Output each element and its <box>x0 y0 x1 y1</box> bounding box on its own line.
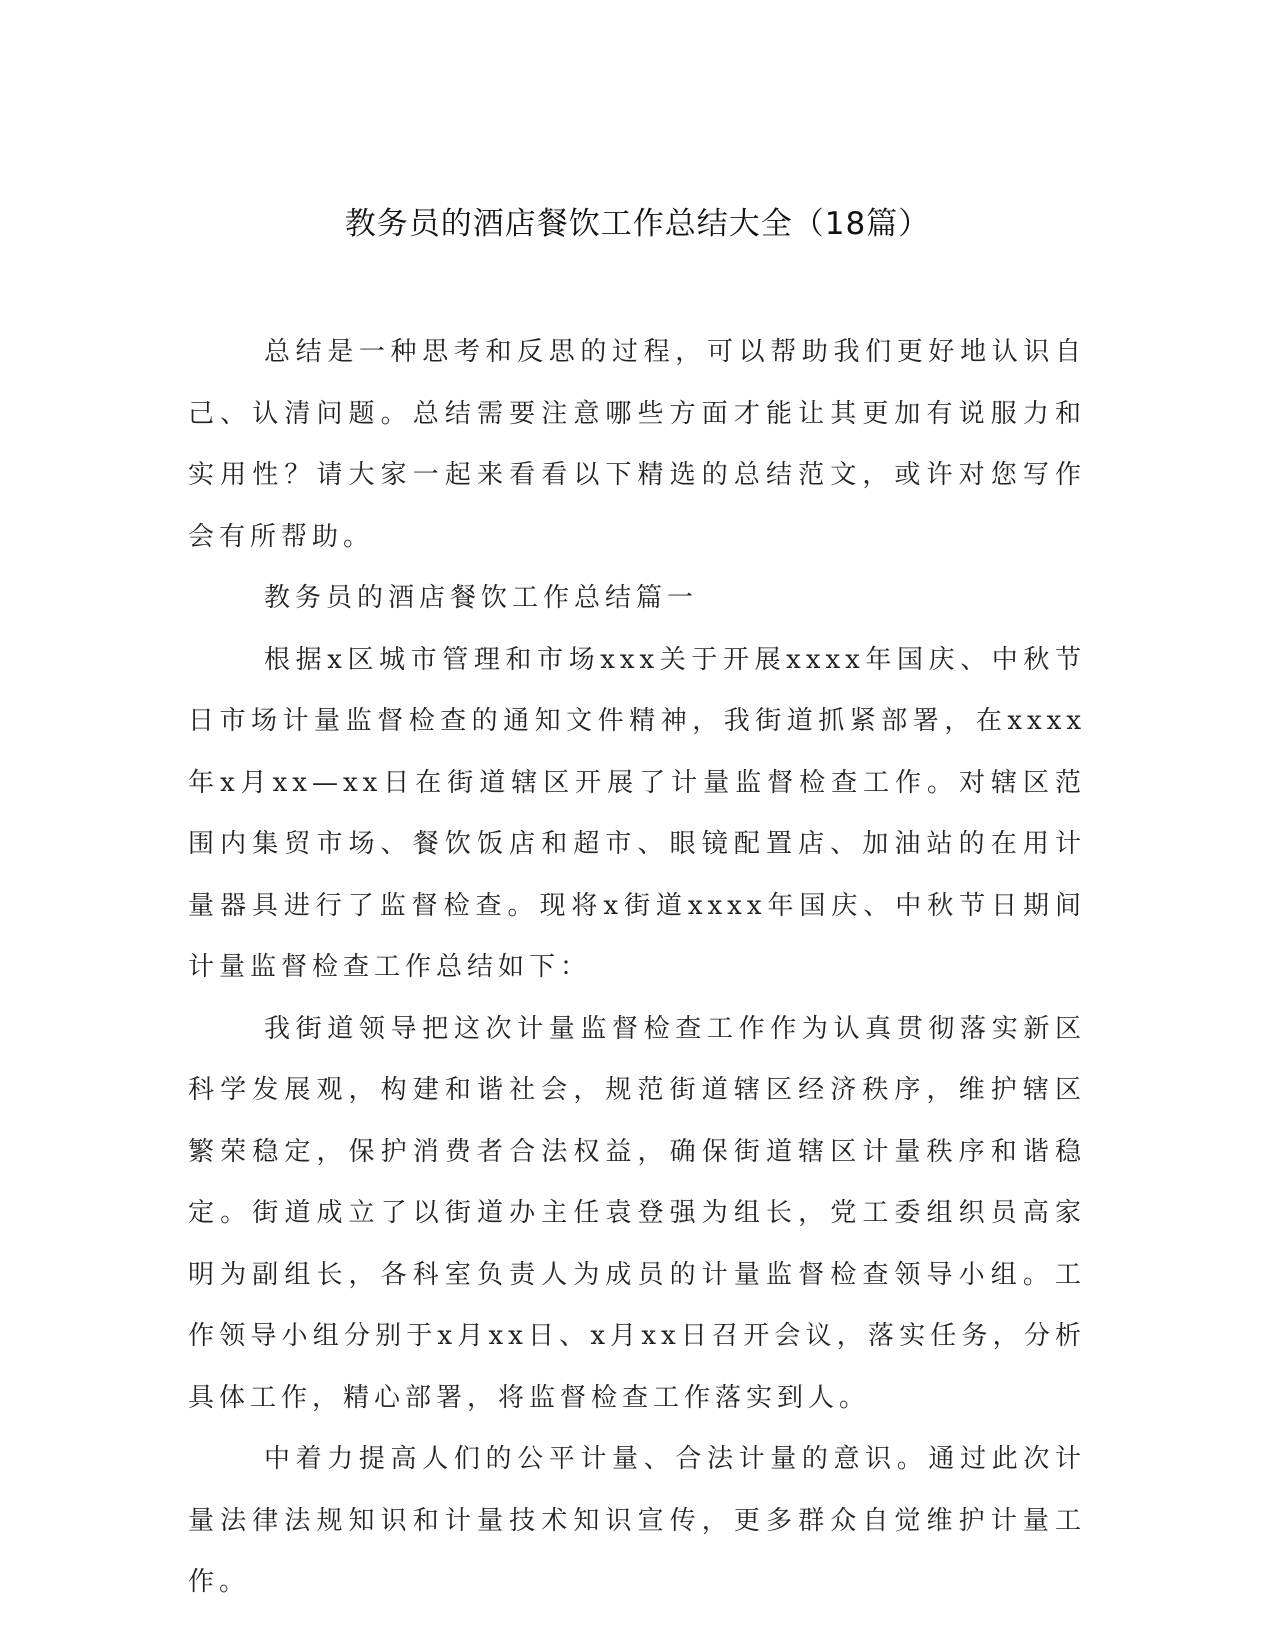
body-paragraph: 根据x区城市管理和市场xxx关于开展xxxx年国庆、中秋节日市场计量监督检查的通知文件精神，我街道抓紧部署，在xxxx年x月xx—xx日在街道辖区开展了计量监督检查工作。对辖区范围内集贸市场、餐饮饭店和超市、眼镜配置店、加油站的在用计量器具进行了监督检查。现将x街道xxxx年国庆、中秋节日期间计量监督检查工作总结如下： <box>188 644 1086 982</box>
intro-paragraph: 总结是一种思考和反思的过程，可以帮助我们更好地认识自己、认清问题。总结需要注意哪些方面才能让其更加有说服力和实用性？请大家一起来看看以下精选的总结范文，或许对您写作会有所帮助。 <box>188 337 1086 552</box>
document-title: 教务员的酒店餐饮工作总结大全（18篇） <box>344 206 931 242</box>
section-heading: 教务员的酒店餐饮工作总结篇一 <box>264 583 699 613</box>
document-body <box>188 322 1086 1614</box>
body-paragraph: 我街道领导把这次计量监督检查工作作为认真贯彻落实新区科学发展观，构建和谐社会，规范街道辖区经济秩序，维护辖区繁荣稳定，保护消费者合法权益，确保街道辖区计量秩序和谐稳定。街道成立了以街道办主任袁登强为组长，党工委组织员高家明为副组长，各科室负责人为成员的计量监督检查领导小组。工作领导小组分别于x月xx日、x月xx日召开会议，落实任务，分析具体工作，精心部署，将监督检查工作落实到人。 <box>188 1013 1086 1413</box>
body-paragraph: 中着力提高人们的公平计量、合法计量的意识。通过此次计量法律法规知识和计量技术知识宣传，更多群众自觉维护计量工作。 <box>188 1444 1086 1597</box>
